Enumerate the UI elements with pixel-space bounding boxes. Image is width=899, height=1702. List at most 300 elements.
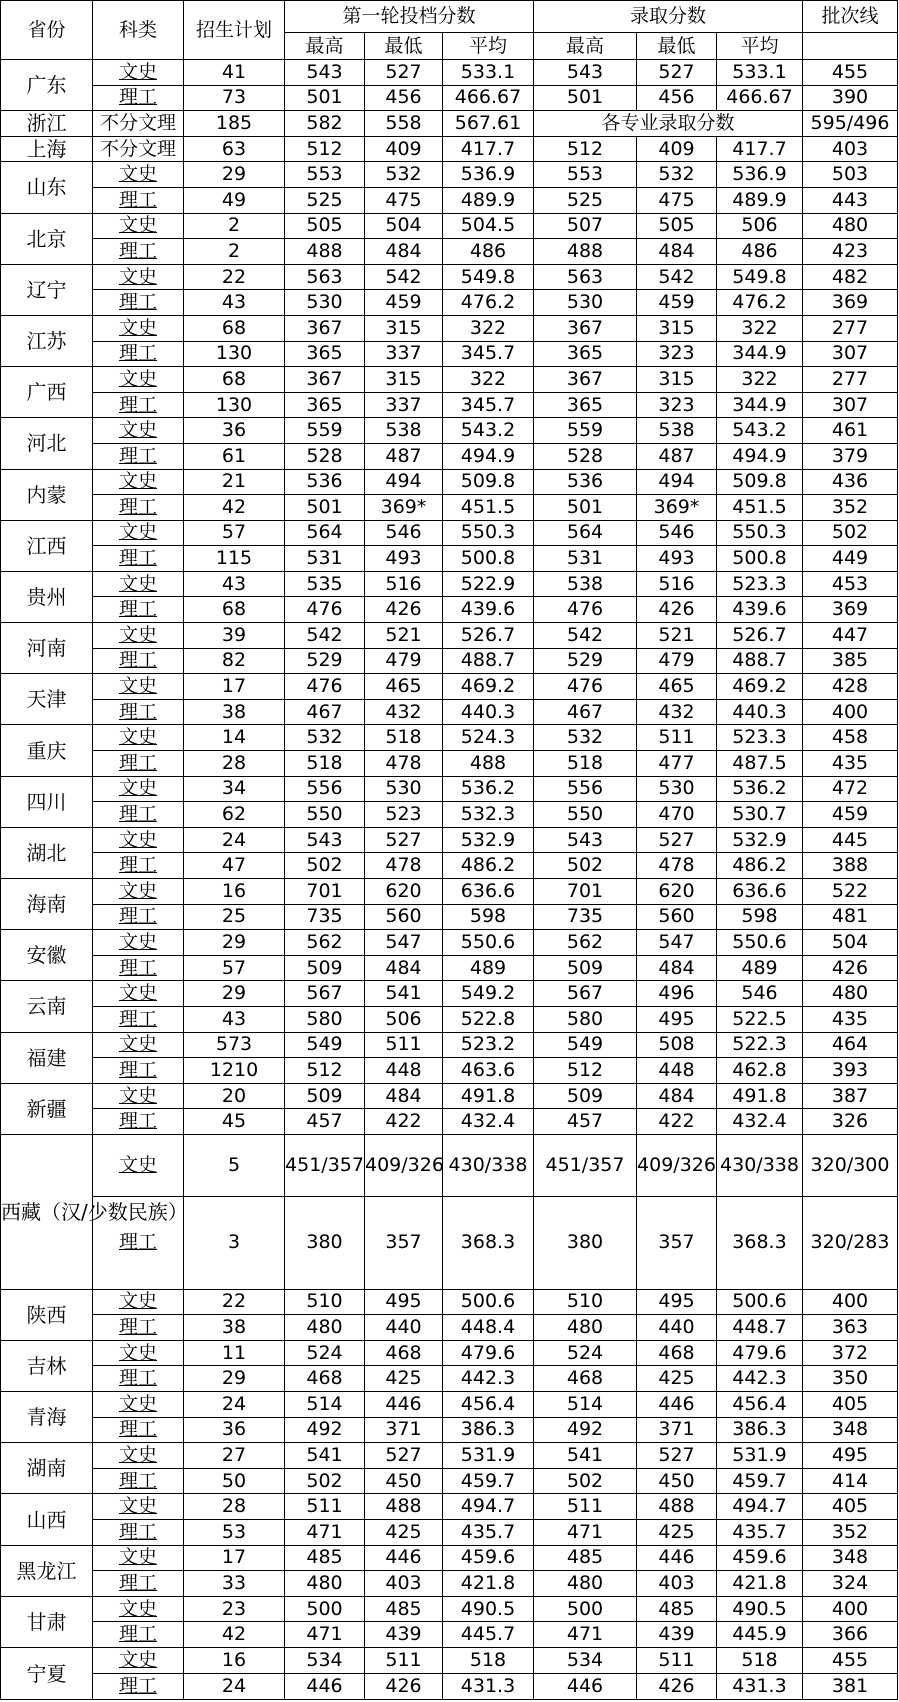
plan-cell: 33 — [184, 1571, 285, 1597]
batch-line-cell: 436 — [803, 469, 898, 495]
admit-max-cell: 471 — [534, 1622, 637, 1648]
category-cell: 文史 — [93, 571, 184, 597]
batch-line-cell: 390 — [803, 85, 898, 111]
first-min-cell: 504 — [365, 213, 443, 239]
batch-line-cell: 307 — [803, 341, 898, 367]
admit-min-cell: 357 — [637, 1197, 717, 1289]
admit-min-cell: 485 — [637, 1596, 717, 1622]
batch-line-cell: 435 — [803, 1006, 898, 1032]
first-max-cell: 502 — [285, 1468, 365, 1494]
province-cell: 内蒙 — [1, 469, 93, 520]
admit-max-cell: 529 — [534, 648, 637, 674]
admit-avg-cell: 500.6 — [717, 1289, 803, 1315]
admit-avg-cell: 448.7 — [717, 1315, 803, 1341]
admit-max-cell: 501 — [534, 495, 637, 521]
first-avg-cell: 322 — [443, 367, 534, 393]
category-cell: 理工 — [93, 955, 184, 981]
subheader-batch-empty — [803, 33, 898, 60]
table-row — [1, 725, 898, 751]
admit-avg-cell: 526.7 — [717, 623, 803, 649]
first-min-cell: 422 — [365, 1109, 443, 1135]
first-avg-cell: 531.9 — [443, 1443, 534, 1469]
first-max-cell: 525 — [285, 187, 365, 213]
province-cell: 四川 — [1, 776, 93, 827]
batch-line-cell: 387 — [803, 1083, 898, 1109]
admit-max-cell: 488 — [534, 239, 637, 265]
table-row — [1, 418, 898, 444]
admit-avg-cell: 417.7 — [717, 136, 803, 162]
admit-max-cell: 451/357 — [534, 1134, 637, 1196]
category-cell: 理工 — [93, 1197, 184, 1289]
category-cell: 理工 — [93, 187, 184, 213]
category-cell: 理工 — [93, 802, 184, 828]
first-avg-cell: 636.6 — [443, 879, 534, 905]
province-cell: 贵州 — [1, 571, 93, 622]
admit-min-cell: 440 — [637, 1315, 717, 1341]
admit-min-cell: 403 — [637, 1571, 717, 1597]
category-cell: 不分文理 — [93, 136, 184, 162]
admit-min-cell: 495 — [637, 1289, 717, 1315]
first-min-cell: 560 — [365, 904, 443, 930]
first-max-cell: 511 — [285, 1494, 365, 1520]
first-min-cell: 440 — [365, 1315, 443, 1341]
admit-min-cell: 487 — [637, 443, 717, 469]
first-min-cell: 547 — [365, 930, 443, 956]
category-cell: 理工 — [93, 1468, 184, 1494]
plan-cell: 43 — [184, 1006, 285, 1032]
first-avg-cell: 504.5 — [443, 213, 534, 239]
province-cell: 山西 — [1, 1494, 93, 1545]
batch-line-cell: 455 — [803, 60, 898, 86]
batch-line-cell: 504 — [803, 930, 898, 956]
first-max-cell: 530 — [285, 290, 365, 316]
first-max-cell: 543 — [285, 60, 365, 86]
table-row — [1, 341, 898, 367]
plan-cell: 130 — [184, 392, 285, 418]
admit-min-cell: 315 — [637, 367, 717, 393]
category-cell: 文史 — [93, 623, 184, 649]
admit-min-cell: 493 — [637, 546, 717, 572]
batch-line-cell: 369 — [803, 597, 898, 623]
first-avg-cell: 439.6 — [443, 597, 534, 623]
admit-min-cell: 488 — [637, 1494, 717, 1520]
admit-avg-cell: 522.5 — [717, 1006, 803, 1032]
admit-min-cell: 508 — [637, 1032, 717, 1058]
admit-avg-cell: 435.7 — [717, 1520, 803, 1546]
admit-avg-cell: 430/338 — [717, 1134, 803, 1196]
province-cell: 吉林 — [1, 1340, 93, 1391]
plan-cell: 16 — [184, 1648, 285, 1674]
province-cell: 浙江 — [1, 111, 93, 137]
plan-cell: 115 — [184, 546, 285, 572]
first-max-cell: 451/357 — [285, 1134, 365, 1196]
first-max-cell: 467 — [285, 699, 365, 725]
first-avg-cell: 466.67 — [443, 85, 534, 111]
table-row — [1, 392, 898, 418]
plan-cell: 16 — [184, 879, 285, 905]
admit-avg-cell: 533.1 — [717, 60, 803, 86]
admit-min-cell: 521 — [637, 623, 717, 649]
first-max-cell: 553 — [285, 162, 365, 188]
table-row — [1, 1366, 898, 1392]
province-cell: 北京 — [1, 213, 93, 264]
header-province: 省份 — [1, 1, 93, 60]
first-max-cell: 468 — [285, 1366, 365, 1392]
first-min-cell: 409 — [365, 136, 443, 162]
admit-min-cell: 426 — [637, 597, 717, 623]
table-row — [1, 1006, 898, 1032]
plan-cell: 22 — [184, 1289, 285, 1315]
admit-max-cell: 476 — [534, 674, 637, 700]
first-max-cell: 512 — [285, 1058, 365, 1084]
first-max-cell: 549 — [285, 1032, 365, 1058]
admit-avg-cell: 459.6 — [717, 1545, 803, 1571]
admit-max-cell: 530 — [534, 290, 637, 316]
first-min-cell: 369* — [365, 495, 443, 521]
admit-avg-cell: 439.6 — [717, 597, 803, 623]
first-min-cell: 485 — [365, 1596, 443, 1622]
batch-line-cell: 405 — [803, 1494, 898, 1520]
admit-min-cell: 446 — [637, 1545, 717, 1571]
admit-avg-cell: 636.6 — [717, 879, 803, 905]
admit-max-cell: 480 — [534, 1571, 637, 1597]
first-avg-cell: 459.6 — [443, 1545, 534, 1571]
first-avg-cell: 536.9 — [443, 162, 534, 188]
first-max-cell: 476 — [285, 674, 365, 700]
first-max-cell: 735 — [285, 904, 365, 930]
plan-cell: 45 — [184, 1109, 285, 1135]
batch-line-cell: 472 — [803, 776, 898, 802]
category-cell: 文史 — [93, 981, 184, 1007]
batch-line-cell: 277 — [803, 315, 898, 341]
admit-min-cell: 538 — [637, 418, 717, 444]
first-max-cell: 501 — [285, 495, 365, 521]
category-cell: 文史 — [93, 1392, 184, 1418]
first-min-cell: 484 — [365, 955, 443, 981]
first-min-cell: 337 — [365, 341, 443, 367]
first-max-cell: 563 — [285, 264, 365, 290]
admit-min-cell: 496 — [637, 981, 717, 1007]
first-min-cell: 403 — [365, 1571, 443, 1597]
admit-avg-cell: 432.4 — [717, 1109, 803, 1135]
batch-line-cell: 405 — [803, 1392, 898, 1418]
category-cell: 文史 — [93, 1032, 184, 1058]
admit-avg-cell: 431.3 — [717, 1673, 803, 1699]
first-avg-cell: 490.5 — [443, 1596, 534, 1622]
table-row — [1, 623, 898, 649]
plan-cell: 28 — [184, 751, 285, 777]
header-first-round: 第一轮投档分数 — [285, 1, 534, 33]
table-row — [1, 571, 898, 597]
table-row — [1, 1032, 898, 1058]
category-cell: 不分文理 — [93, 111, 184, 137]
subheader-admit-min: 最低 — [637, 33, 717, 60]
first-max-cell: 562 — [285, 930, 365, 956]
admit-avg-cell: 550.6 — [717, 930, 803, 956]
admit-min-cell: 560 — [637, 904, 717, 930]
plan-cell: 29 — [184, 1366, 285, 1392]
category-cell: 理工 — [93, 1109, 184, 1135]
admit-avg-cell: 489 — [717, 955, 803, 981]
batch-line-cell: 495 — [803, 1443, 898, 1469]
first-max-cell: 556 — [285, 776, 365, 802]
table-row — [1, 853, 898, 879]
table-row — [1, 648, 898, 674]
admit-avg-cell: 546 — [717, 981, 803, 1007]
first-max-cell: 532 — [285, 725, 365, 751]
category-cell: 文史 — [93, 469, 184, 495]
first-avg-cell: 322 — [443, 315, 534, 341]
first-min-cell: 527 — [365, 1443, 443, 1469]
batch-line-cell: 400 — [803, 1596, 898, 1622]
admit-max-cell: 534 — [534, 1648, 637, 1674]
batch-line-cell: 369 — [803, 290, 898, 316]
admit-min-cell: 516 — [637, 571, 717, 597]
batch-line-cell: 595/496 — [803, 111, 898, 137]
plan-cell: 43 — [184, 290, 285, 316]
plan-cell: 34 — [184, 776, 285, 802]
plan-cell: 17 — [184, 1545, 285, 1571]
table-row — [1, 1417, 898, 1443]
first-avg-cell: 489 — [443, 955, 534, 981]
admit-max-cell: 509 — [534, 1083, 637, 1109]
plan-cell: 82 — [184, 648, 285, 674]
first-max-cell: 457 — [285, 1109, 365, 1135]
batch-line-cell: 414 — [803, 1468, 898, 1494]
plan-cell: 36 — [184, 418, 285, 444]
first-avg-cell: 522.9 — [443, 571, 534, 597]
admit-avg-cell: 598 — [717, 904, 803, 930]
admit-max-cell: 549 — [534, 1032, 637, 1058]
admit-avg-cell: 506 — [717, 213, 803, 239]
table-row — [1, 1520, 898, 1546]
admit-max-cell: 512 — [534, 136, 637, 162]
first-avg-cell: 532.3 — [443, 802, 534, 828]
admit-min-cell: 511 — [637, 1648, 717, 1674]
province-cell: 上海 — [1, 136, 93, 162]
first-avg-cell: 489.9 — [443, 187, 534, 213]
batch-line-cell: 428 — [803, 674, 898, 700]
admit-avg-cell: 523.3 — [717, 725, 803, 751]
admit-avg-cell: 491.8 — [717, 1083, 803, 1109]
first-avg-cell: 532.9 — [443, 827, 534, 853]
first-min-cell: 426 — [365, 1673, 443, 1699]
province-cell: 河北 — [1, 418, 93, 469]
first-avg-cell: 386.3 — [443, 1417, 534, 1443]
table-row — [1, 930, 898, 956]
batch-line-cell: 423 — [803, 239, 898, 265]
admit-max-cell: 542 — [534, 623, 637, 649]
plan-cell: 24 — [184, 1392, 285, 1418]
first-max-cell: 535 — [285, 571, 365, 597]
first-max-cell: 480 — [285, 1315, 365, 1341]
first-min-cell: 439 — [365, 1622, 443, 1648]
first-max-cell: 471 — [285, 1622, 365, 1648]
batch-line-cell: 458 — [803, 725, 898, 751]
first-min-cell: 456 — [365, 85, 443, 111]
admit-min-cell: 477 — [637, 751, 717, 777]
batch-line-cell: 400 — [803, 699, 898, 725]
plan-cell: 1210 — [184, 1058, 285, 1084]
admit-max-cell: 553 — [534, 162, 637, 188]
first-avg-cell: 456.4 — [443, 1392, 534, 1418]
batch-line-cell: 435 — [803, 751, 898, 777]
first-min-cell: 425 — [365, 1520, 443, 1546]
first-min-cell: 538 — [365, 418, 443, 444]
category-cell: 理工 — [93, 1571, 184, 1597]
first-avg-cell: 500.6 — [443, 1289, 534, 1315]
first-min-cell: 484 — [365, 1083, 443, 1109]
admit-min-cell: 484 — [637, 955, 717, 981]
first-max-cell: 701 — [285, 879, 365, 905]
batch-line-cell: 326 — [803, 1109, 898, 1135]
category-cell: 理工 — [93, 648, 184, 674]
first-min-cell: 426 — [365, 597, 443, 623]
admit-min-cell: 425 — [637, 1520, 717, 1546]
admit-avg-cell: 486.2 — [717, 853, 803, 879]
admit-avg-cell: 536.9 — [717, 162, 803, 188]
first-max-cell: 502 — [285, 853, 365, 879]
admit-avg-cell: 476.2 — [717, 290, 803, 316]
table-row — [1, 597, 898, 623]
admit-min-cell: 422 — [637, 1109, 717, 1135]
subheader-first-min: 最低 — [365, 33, 443, 60]
first-min-cell: 478 — [365, 853, 443, 879]
province-cell: 福建 — [1, 1032, 93, 1083]
admit-max-cell: 365 — [534, 341, 637, 367]
category-cell: 理工 — [93, 1520, 184, 1546]
admit-avg-cell: 549.8 — [717, 264, 803, 290]
admit-avg-cell: 445.9 — [717, 1622, 803, 1648]
first-min-cell: 488 — [365, 1494, 443, 1520]
admit-avg-cell: 451.5 — [717, 495, 803, 521]
province-cell: 云南 — [1, 981, 93, 1032]
first-max-cell: 550 — [285, 802, 365, 828]
province-cell: 湖北 — [1, 827, 93, 878]
admit-min-cell: 432 — [637, 699, 717, 725]
admit-max-cell: 518 — [534, 751, 637, 777]
batch-line-cell: 403 — [803, 136, 898, 162]
first-avg-cell: 486 — [443, 239, 534, 265]
first-min-cell: 479 — [365, 648, 443, 674]
first-avg-cell: 459.7 — [443, 1468, 534, 1494]
plan-cell: 47 — [184, 853, 285, 879]
first-avg-cell: 469.2 — [443, 674, 534, 700]
admit-min-cell: 530 — [637, 776, 717, 802]
admit-max-cell: 556 — [534, 776, 637, 802]
first-min-cell: 511 — [365, 1648, 443, 1674]
admit-max-cell: 492 — [534, 1417, 637, 1443]
header-category: 科类 — [93, 1, 184, 60]
category-cell: 理工 — [93, 1006, 184, 1032]
admit-avg-cell: 344.9 — [717, 341, 803, 367]
plan-cell: 50 — [184, 1468, 285, 1494]
admit-min-cell: 315 — [637, 315, 717, 341]
admit-max-cell: 446 — [534, 1673, 637, 1699]
table-row — [1, 290, 898, 316]
batch-line-cell: 352 — [803, 1520, 898, 1546]
first-max-cell: 543 — [285, 827, 365, 853]
admit-min-cell: 542 — [637, 264, 717, 290]
first-avg-cell: 494.7 — [443, 1494, 534, 1520]
table-row — [1, 1622, 898, 1648]
first-min-cell: 487 — [365, 443, 443, 469]
first-max-cell: 380 — [285, 1197, 365, 1289]
first-min-cell: 521 — [365, 623, 443, 649]
first-max-cell: 505 — [285, 213, 365, 239]
batch-line-cell: 464 — [803, 1032, 898, 1058]
first-max-cell: 500 — [285, 1596, 365, 1622]
first-max-cell: 542 — [285, 623, 365, 649]
header-batch-line: 批次线 — [803, 1, 898, 33]
admit-min-cell: 465 — [637, 674, 717, 700]
plan-cell: 20 — [184, 1083, 285, 1109]
first-max-cell: 471 — [285, 1520, 365, 1546]
table-row — [1, 1571, 898, 1597]
admit-max-cell: 480 — [534, 1315, 637, 1341]
admit-min-cell: 459 — [637, 290, 717, 316]
batch-line-cell: 461 — [803, 418, 898, 444]
category-cell: 理工 — [93, 1673, 184, 1699]
admit-avg-cell: 488.7 — [717, 648, 803, 674]
admit-avg-cell: 469.2 — [717, 674, 803, 700]
first-min-cell: 546 — [365, 520, 443, 546]
admit-avg-cell: 532.9 — [717, 827, 803, 853]
province-cell: 重庆 — [1, 725, 93, 776]
admit-max-cell: 457 — [534, 1109, 637, 1135]
admit-max-cell: 476 — [534, 597, 637, 623]
first-max-cell: 567 — [285, 981, 365, 1007]
table-row — [1, 85, 898, 111]
admit-avg-cell: 490.5 — [717, 1596, 803, 1622]
first-avg-cell: 345.7 — [443, 341, 534, 367]
table-row — [1, 546, 898, 572]
plan-cell: 29 — [184, 930, 285, 956]
plan-cell: 68 — [184, 367, 285, 393]
first-avg-cell: 523.2 — [443, 1032, 534, 1058]
first-min-cell: 494 — [365, 469, 443, 495]
plan-cell: 68 — [184, 597, 285, 623]
first-avg-cell: 479.6 — [443, 1340, 534, 1366]
admit-max-cell: 532 — [534, 725, 637, 751]
admit-min-cell: 323 — [637, 392, 717, 418]
first-avg-cell: 368.3 — [443, 1197, 534, 1289]
batch-line-cell: 482 — [803, 264, 898, 290]
first-avg-cell: 522.8 — [443, 1006, 534, 1032]
first-max-cell: 536 — [285, 469, 365, 495]
plan-cell: 63 — [184, 136, 285, 162]
first-max-cell: 564 — [285, 520, 365, 546]
first-max-cell: 476 — [285, 597, 365, 623]
plan-cell: 62 — [184, 802, 285, 828]
subheader-admit-avg: 平均 — [717, 33, 803, 60]
first-max-cell: 514 — [285, 1392, 365, 1418]
batch-line-cell: 381 — [803, 1673, 898, 1699]
first-min-cell: 446 — [365, 1392, 443, 1418]
first-avg-cell: 550.6 — [443, 930, 534, 956]
admit-avg-cell: 440.3 — [717, 699, 803, 725]
table-row — [1, 1109, 898, 1135]
first-avg-cell: 486.2 — [443, 853, 534, 879]
category-cell: 文史 — [93, 1494, 184, 1520]
first-min-cell: 371 — [365, 1417, 443, 1443]
admit-avg-cell: 344.9 — [717, 392, 803, 418]
admit-max-cell: 567 — [534, 981, 637, 1007]
category-cell: 理工 — [93, 392, 184, 418]
category-cell: 文史 — [93, 367, 184, 393]
first-min-cell: 315 — [365, 367, 443, 393]
category-cell: 文史 — [93, 1545, 184, 1571]
